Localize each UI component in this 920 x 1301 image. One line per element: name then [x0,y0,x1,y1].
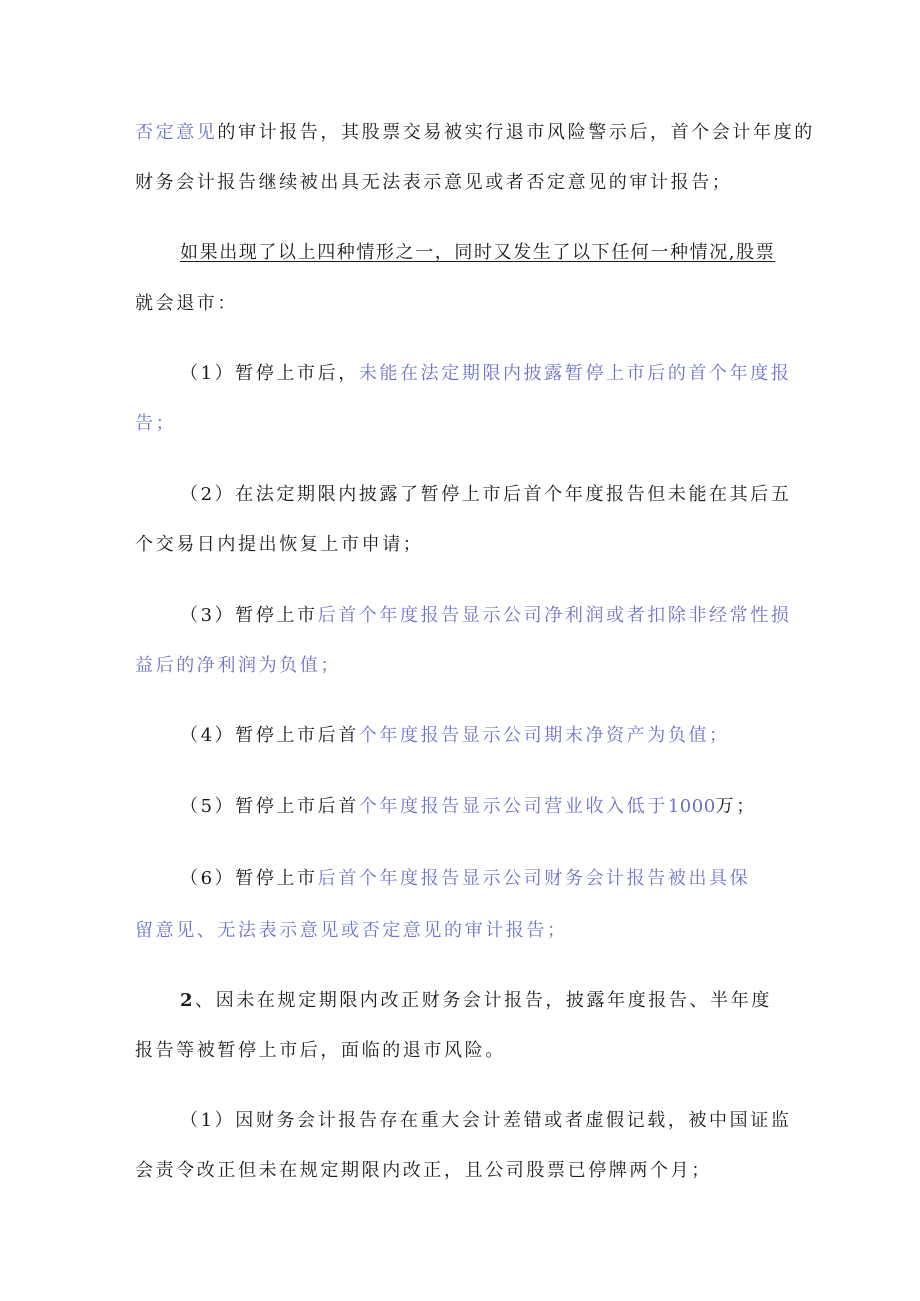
paragraph-line: 个交易日内提出恢复上市申请； [135,534,424,555]
paragraph-line: 财务会计报告继续被出具无法表示意见或者否定意见的审计报告； [135,172,733,193]
underlined-text: 如果出现了以上四种情形之一，同时又发生了以下任何一种情况,股票 [180,242,776,263]
body-text: （4）暂停上市后首 [180,725,359,746]
list-item [180,359,795,389]
section-number: 2 [180,990,196,1011]
body-text: 、因未在规定期限内改正财务会计报告，披露年度报告、半年度 [195,990,772,1011]
body-text: （6）暂停上市 [180,868,318,889]
paragraph-line: 益后的净利润为负值； [135,655,341,676]
list-item [180,721,795,751]
list-item [180,864,795,894]
highlighted-number: 1000 [667,796,716,817]
highlighted-text: 否定意见 [135,122,218,143]
paragraph-line: 报告等被暂停上市后，面临的退市风险。 [135,1040,506,1061]
body-text: 万； [715,796,757,817]
body-text: 的审计报告，其股票交易被实行退市风险警示后，首个会计年度的 [217,122,815,143]
paragraph-line: 就会退市： [135,293,238,314]
paragraph-line: 会责令改正但未在规定期限内改正，且公司股票已停牌两个月； [135,1160,712,1181]
list-item: （1）因财务会计报告存在重大会计差错或者虚假记载，被中国证监 [180,1110,792,1131]
body-text: （3）暂停上市 [180,605,318,626]
body-text: （1）暂停上市后， [180,363,359,384]
paragraph-line [180,238,795,268]
highlighted-text: 未能在法定期限内披露暂停上市后的首个年度报 [358,363,792,384]
list-item [180,601,795,631]
paragraph-line [135,118,815,148]
list-item [180,792,795,822]
list-item: （2）在法定期限内披露了暂停上市后首个年度报告但未能在其后五 [180,484,792,505]
body-text: （5）暂停上市后首 [180,796,359,817]
highlighted-text: 后首个年度报告显示公司财务会计报告被出具保 [317,868,751,889]
highlighted-text: 个年度报告显示公司期末净资产为负值； [358,725,730,746]
paragraph-line: 告； [135,413,177,434]
section-heading-line [180,986,795,1016]
paragraph-line: 留意见、无法表示意见或否定意见的审计报告； [135,920,568,941]
highlighted-text: 后首个年度报告显示公司净利润或者扣除非经常性损 [317,605,792,626]
highlighted-text: 个年度报告显示公司营业收入低于 [358,796,668,817]
